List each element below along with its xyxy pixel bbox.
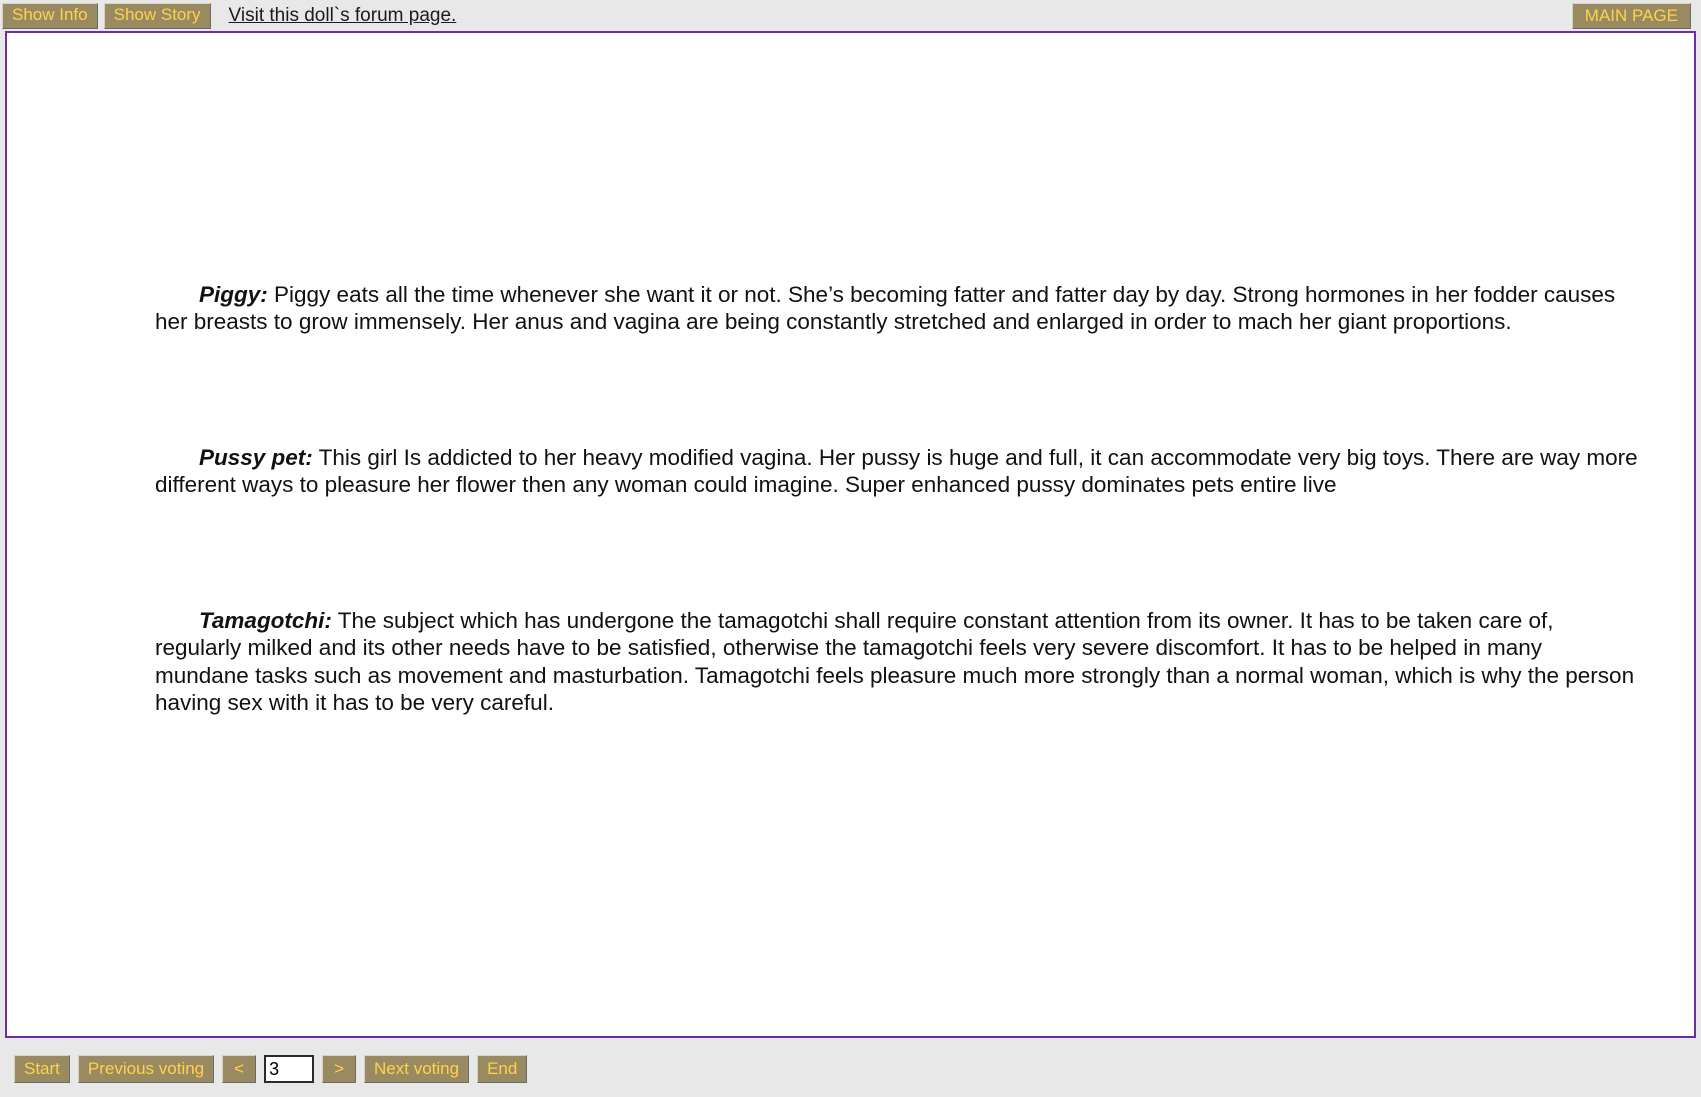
- forum-page-link[interactable]: Visit this doll`s forum page.: [228, 4, 457, 26]
- paragraph-tamagotchi: [155, 607, 1642, 717]
- paragraph-piggy: [155, 281, 1642, 336]
- paragraph-lead-label: Pussy pet:: [199, 444, 313, 470]
- document-body: [7, 281, 1694, 717]
- end-button[interactable]: End: [477, 1055, 527, 1083]
- page-number-input[interactable]: [264, 1055, 314, 1083]
- next-page-button[interactable]: >: [322, 1055, 356, 1083]
- next-voting-button[interactable]: Next voting: [364, 1055, 469, 1083]
- paragraph-lead-label: Piggy:: [199, 282, 268, 307]
- content-pane: [5, 31, 1696, 1038]
- show-info-button[interactable]: Show Info: [2, 3, 98, 29]
- paragraph-text: Piggy eats all the time whenever she want it or not. She’s becoming fatter and fatter day by day. Strong hormones in her fodder causes her breasts to grow immensely. Her anus and vagina are being constantly stretched and enlarged in order to mach her giant proportions.: [155, 282, 1616, 335]
- previous-page-button[interactable]: <: [222, 1055, 256, 1083]
- bottom-navigation-bar: [0, 1041, 1701, 1097]
- main-page-button[interactable]: MAIN PAGE: [1572, 3, 1691, 29]
- paragraph-text: The subject which has undergone the tamagotchi shall require constant attention from its owner. It has to be taken care of, regularly milked and its other needs have to be satisfied, otherwise the tamagotchi feels very severe discomfort. It has to be helped in many mundane tasks such as movement and masturbation. Tamagotchi feels pleasure much more strongly than a normal woman, which is why the person having sex with it has to be very careful.: [155, 607, 1635, 716]
- previous-voting-button[interactable]: Previous voting: [78, 1055, 214, 1083]
- paragraph-text: This girl Is addicted to her heavy modified vagina. Her pussy is huge and full, it can accommodate very big toys. There are way more different ways to pleasure her flower then any woman could imagine. Super enhanced pussy dominates pets entire live: [155, 444, 1638, 498]
- paragraph-lead-label: Tamagotchi:: [199, 607, 332, 633]
- top-toolbar: [0, 0, 1701, 31]
- show-story-button[interactable]: Show Story: [104, 3, 211, 29]
- paragraph-pussy-pet: [155, 444, 1642, 499]
- start-button[interactable]: Start: [14, 1055, 70, 1083]
